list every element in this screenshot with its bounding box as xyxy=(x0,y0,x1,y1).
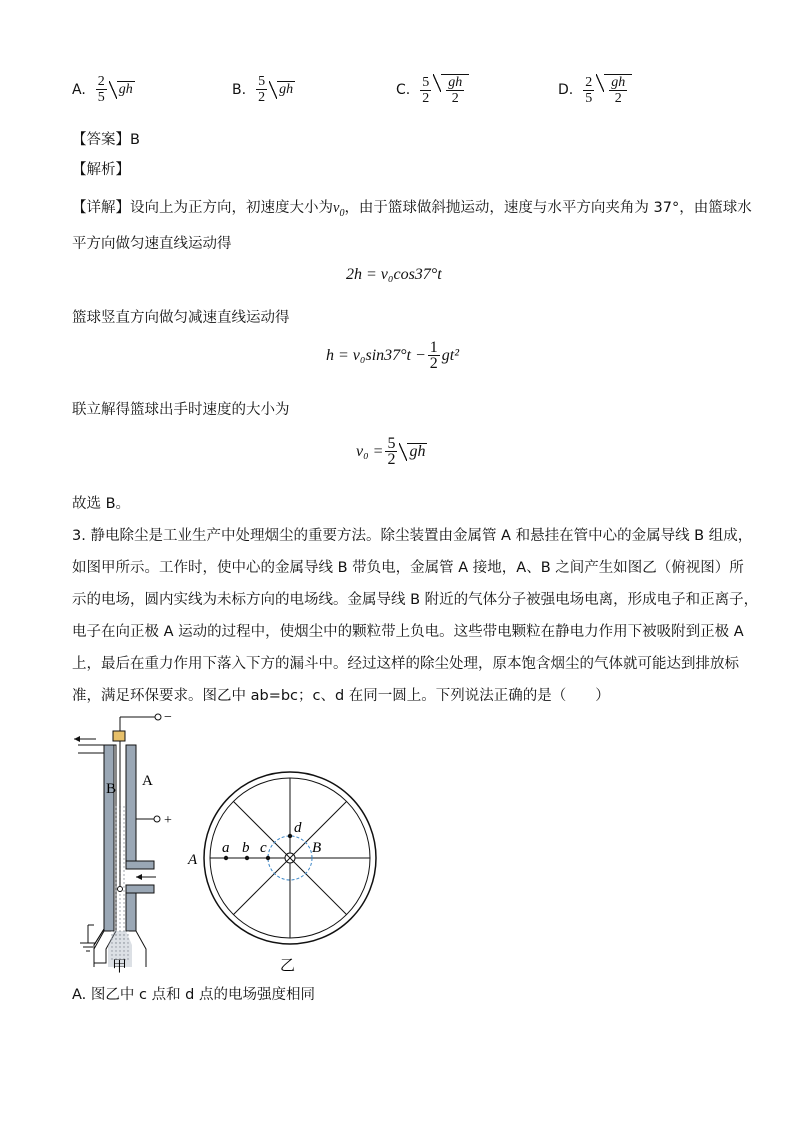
detail-line-5: 故选 B。 xyxy=(72,496,131,512)
answer-line: 【答案】B xyxy=(72,132,140,148)
label-B-yi: B xyxy=(312,840,322,856)
option-prev-c: C. $\frac{5}{2}$ $\frac{gh}{2}$ xyxy=(396,74,469,106)
option-prev-b: B. $\frac{5}{2}$ gh xyxy=(232,74,294,105)
label-a-point: a xyxy=(222,840,230,856)
label-b-point: b xyxy=(242,840,250,856)
label-a: A xyxy=(142,773,153,789)
option-prev-a: A. $\frac{2}{5}$ gh xyxy=(72,74,133,105)
caption-jia: 甲 xyxy=(112,957,128,975)
analysis-line: 【解析】 xyxy=(72,162,130,178)
equation-3: v₀ = $\frac{5}{2}$ gh xyxy=(356,435,426,468)
caption-yi: 乙 xyxy=(280,956,296,974)
label-b: B xyxy=(106,781,117,797)
label-d-point: d xyxy=(294,820,302,836)
figure-jia xyxy=(70,705,190,975)
label-plus: + xyxy=(164,813,172,828)
option-prev-d: D. $\frac{2}{5}$ $\frac{gh}{2}$ xyxy=(558,74,632,106)
label-A-yi: A xyxy=(188,852,198,868)
q3-option-a: A. 图乙中 c 点和 d 点的电场强度相同 xyxy=(72,987,315,1003)
figure-yi xyxy=(180,770,390,980)
question-3-text: 3. 静电除尘是工业生产中处理烟尘的重要方法。除尘装置由金属管 A 和悬挂在管中心的金属导线 B 组成， 如图甲所示。工作时，使中心的金属导线 B 带负电，金属管 A 接地，A、B 之间产生如图乙（俯视图）所 示的电场，圆内实线为未标方向的电场线。金属导线 B 附近的气体分子被强电场电离，形成电子和正离子， 电子在向正极 A 运动的过程中，使烟尘中的颗粒带上负电。这些带电颗粒在静电力作用下被吸附到正极 A 上，最后在重力作用下落入下方的漏斗中。经过这样的除尘处理，原本饱含烟尘的气体就可能达到排放标 准，满足环保要求。图乙中 ab=bc；c、d 在同一圆上。下列说法正确的是（ ） xyxy=(72,528,759,704)
equation-2: h = v₀sin37°t − $\frac{1}{2}$ gt² xyxy=(326,339,460,372)
detail-line-4: 联立解得篮球出手时速度的大小为 xyxy=(72,402,290,418)
label-minus: − xyxy=(164,710,172,725)
detail-line-1: 【详解】设向上为正方向，初速度大小为$v_0$，由于篮球做斜抛运动，速度与水平方向夹角为 37°，由篮球水 xyxy=(72,200,752,219)
label-c-point: c xyxy=(260,840,267,856)
detail-line-2: 平方向做匀速直线运动得 xyxy=(72,236,232,252)
detail-line-3: 篮球竖直方向做匀减速直线运动得 xyxy=(72,310,290,326)
equation-1: 2h = v₀cos37°t xyxy=(346,266,442,283)
